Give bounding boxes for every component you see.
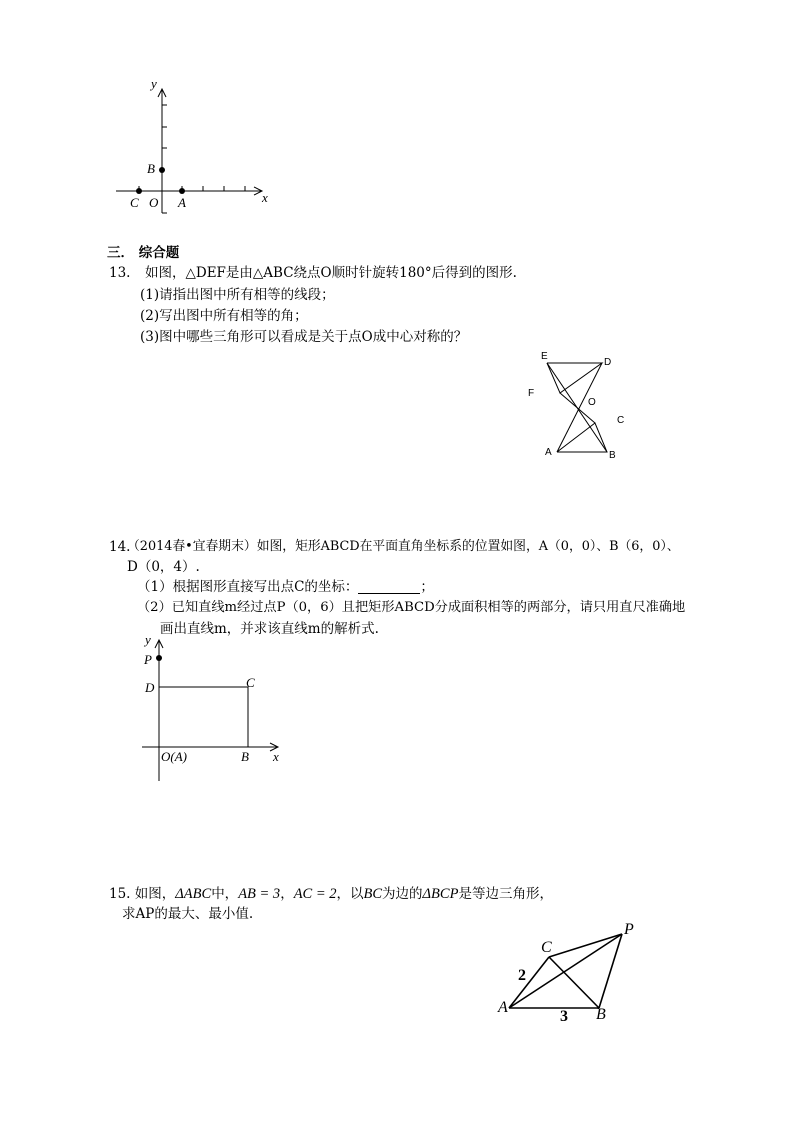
q13-part-2: (2)写出图中所有相等的角； bbox=[140, 308, 308, 324]
q15-text-d: ，以 bbox=[336, 886, 364, 902]
q15-line1 bbox=[109, 885, 553, 903]
q13-label-E: E bbox=[541, 351, 548, 362]
q14-part2-line1: （2）已知直线m经过点P（0，6）且把矩形ABCD分成面积相等的两部分，请只用直尺准确地 bbox=[137, 600, 686, 615]
q14-part2-line2: 画出直线m，并求该直线m的解析式. bbox=[160, 621, 379, 637]
q14-label-x: x bbox=[273, 749, 279, 764]
q13-part-3: (3)图中哪些三角形可以看成是关于点O成中心对称的？ bbox=[140, 329, 468, 345]
q14-label-y: y bbox=[145, 632, 151, 647]
q15-line2: 求AP的最大、最小值. bbox=[122, 906, 254, 922]
q15-label-P: P bbox=[624, 921, 634, 938]
q14-part1-suffix: ； bbox=[420, 579, 434, 595]
q15-label-3: 3 bbox=[560, 1008, 568, 1025]
coordinate-figure-1 bbox=[110, 75, 280, 215]
q14-part1 bbox=[137, 578, 434, 596]
fig1-label-A: A bbox=[178, 195, 186, 210]
q13-label-D: D bbox=[604, 357, 612, 368]
fig1-label-C: C bbox=[130, 195, 139, 210]
fig1-label-y: y bbox=[151, 76, 157, 91]
q15-math-ac: AC = 2 bbox=[293, 886, 337, 902]
q13-stem: 如图，△DEF是由△ABC绕点O顺时针旋转180°后得到的图形. bbox=[145, 265, 517, 281]
point-A bbox=[179, 188, 185, 194]
fig1-label-O: O bbox=[149, 195, 159, 210]
q15-math-bcp: ΔBCP bbox=[422, 886, 459, 902]
q14-label-B: B bbox=[241, 749, 249, 764]
q14-label-D: D bbox=[145, 680, 155, 695]
q15-text-c: ， bbox=[280, 886, 294, 902]
point-B bbox=[159, 167, 165, 173]
q15-math-ab: AB = 3 bbox=[238, 886, 281, 902]
q15-number: 15. bbox=[109, 886, 131, 902]
q15-text-b: 中， bbox=[211, 886, 239, 902]
q13-label-C: C bbox=[617, 415, 625, 426]
q13-label-A: A bbox=[545, 447, 552, 458]
q15-label-C: C bbox=[541, 939, 552, 956]
rotation-figure-q13 bbox=[520, 345, 630, 465]
q14-label-P: P bbox=[144, 652, 152, 667]
q15-math-triangle: ΔABC bbox=[175, 886, 212, 902]
q15-label-2: 2 bbox=[518, 967, 526, 984]
q15-label-A: A bbox=[498, 999, 508, 1016]
point-P bbox=[156, 655, 162, 661]
q14-number: 14. bbox=[109, 539, 131, 555]
q13-label-O: O bbox=[588, 397, 596, 408]
q14-stem-line1: （2014春•宜春期末）如图，矩形ABCD在平面直角坐标系的位置如图，A（0，0）、B（6，0）、 bbox=[127, 539, 680, 554]
q14-label-OA: O(A) bbox=[161, 749, 187, 764]
q13-label-F: F bbox=[528, 388, 535, 399]
point-C bbox=[136, 188, 142, 194]
q14-stem-line2: D（0，4）. bbox=[127, 559, 200, 575]
rectangle-ABCD bbox=[159, 687, 248, 747]
q15-math-bc: BC bbox=[363, 886, 383, 902]
q13-part-1: (1)请指出图中所有相等的线段； bbox=[140, 287, 335, 303]
section-heading: 三． 综合题 bbox=[107, 245, 180, 261]
q14-label-C: C bbox=[246, 675, 255, 690]
q15-text-e: 为边的 bbox=[382, 886, 423, 902]
fig1-label-x: x bbox=[262, 190, 268, 205]
q13-number: 13. bbox=[109, 265, 131, 281]
fig1-label-B: B bbox=[147, 161, 155, 176]
q15-label-B: B bbox=[596, 1006, 606, 1023]
q14-part1-prefix: （1）根据图形直接写出点C的坐标： bbox=[137, 579, 359, 595]
q15-text-a: 如图， bbox=[134, 886, 176, 902]
q15-text-f: 是等边三角形， bbox=[458, 886, 553, 902]
q14-answer-blank[interactable] bbox=[358, 579, 420, 594]
q13-label-B: B bbox=[609, 450, 616, 461]
